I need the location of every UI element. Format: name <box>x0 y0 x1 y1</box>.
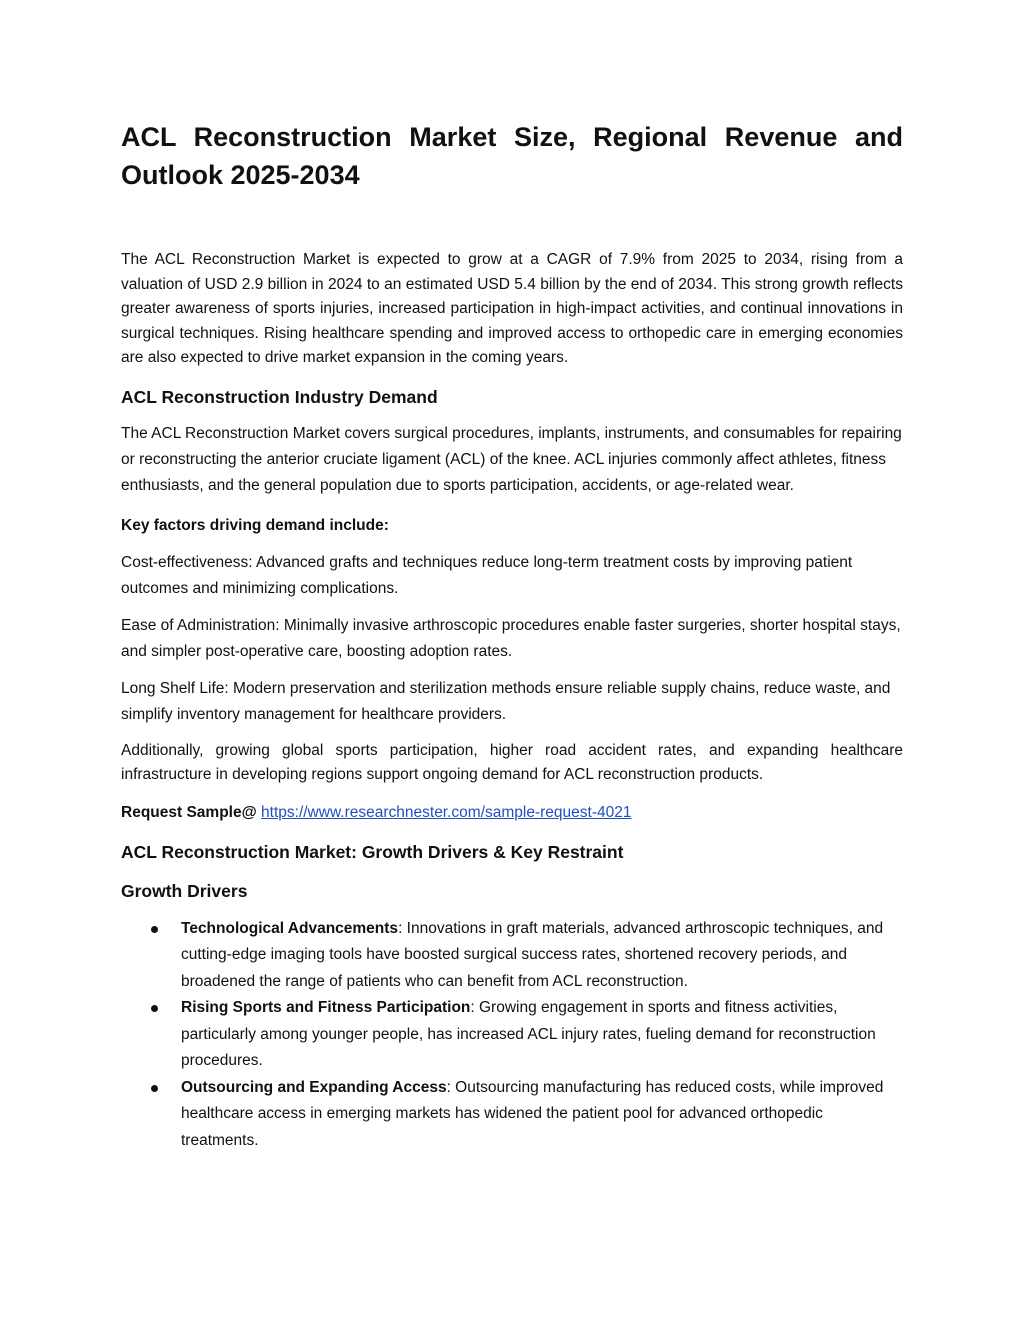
driver-text: : Growing engagement in sports and fitness activities, particularly among younger people, has increased ACL injury rates, fueling demand for reconstruction procedures. <box>181 999 876 1069</box>
demand-heading: ACL Reconstruction Industry Demand <box>121 386 438 407</box>
page-title: ACL Reconstruction Market Size, Regional Revenue and Outlook 2025-2034 <box>121 122 903 190</box>
driver-term: Outsourcing and Expanding Access <box>181 1078 447 1096</box>
additional-demand-paragraph: Additionally, growing global sports participation, higher road accident rates, and expanding healthcare infrastructure in developing regions support ongoing demand for ACL reconstruction products. <box>121 741 903 783</box>
driver-text: : Outsourcing manufacturing has reduced costs, while improved healthcare access in emerging markets has widened the patient pool for advanced orthopedic treatments. <box>181 1078 884 1149</box>
list-item <box>121 1075 903 1155</box>
factor-long-shelf-life: Long Shelf Life: Modern preservation and sterilization methods ensure reliable supply chains, reduce waste, and simplify inventory management for healthcare providers. <box>121 679 891 723</box>
request-sample-line <box>121 800 903 826</box>
bullet-icon <box>151 1085 158 1092</box>
bullet-icon <box>151 1005 158 1012</box>
growth-drivers-subheading: Growth Drivers <box>121 880 248 901</box>
bullet-icon <box>151 926 158 933</box>
demand-description: The ACL Reconstruction Market covers surgical procedures, implants, instruments, and consumables for repairing or reconstructing the anterior cruciate ligament (ACL) of the knee. ACL injuries commonly affect athletes, fitness enthusiasts, and the general population due to sports participation, accidents, or age-related wear. <box>121 424 902 494</box>
request-sample-link[interactable]: https://www.researchnester.com/sample-request-4021 <box>261 803 632 821</box>
request-sample-label: Request Sample@ <box>121 803 257 821</box>
driver-term: Technological Advancements <box>181 919 399 937</box>
factor-ease-of-administration: Ease of Administration: Minimally invasive arthroscopic procedures enable faster surgeries, shorter hospital stays, and simpler post-operative care, boosting adoption rates. <box>121 616 901 660</box>
growth-drivers-list <box>121 916 903 1155</box>
factor-cost-effectiveness: Cost-effectiveness: Advanced grafts and techniques reduce long-term treatment costs by improving patient outcomes and minimizing complications. <box>121 553 853 597</box>
growth-section-heading: ACL Reconstruction Market: Growth Drivers & Key Restraint <box>121 841 624 862</box>
intro-paragraph: The ACL Reconstruction Market is expected to grow at a CAGR of 7.9% from 2025 to 2034, rising from a valuation of USD 2.9 billion in 2024 to an estimated USD 5.4 billion by the end of 2034. This strong growth reflects greater awareness of sports injuries, increased participation in high-impact activities, and continual innovations in surgical techniques. Rising healthcare spending and improved access to orthopedic care in emerging economies are also expected to drive market expansion in the coming years. <box>121 251 903 366</box>
list-item <box>121 995 903 1075</box>
list-item <box>121 916 903 996</box>
driver-text: : Innovations in graft materials, advanced arthroscopic techniques, and cutting-edge imaging tools have boosted surgical success rates, shortened recovery periods, and broadened the range of patients who can benefit from ACL reconstruction. <box>181 919 884 990</box>
key-factors-label: Key factors driving demand include: <box>121 516 389 534</box>
driver-term: Rising Sports and Fitness Participation <box>181 999 471 1016</box>
